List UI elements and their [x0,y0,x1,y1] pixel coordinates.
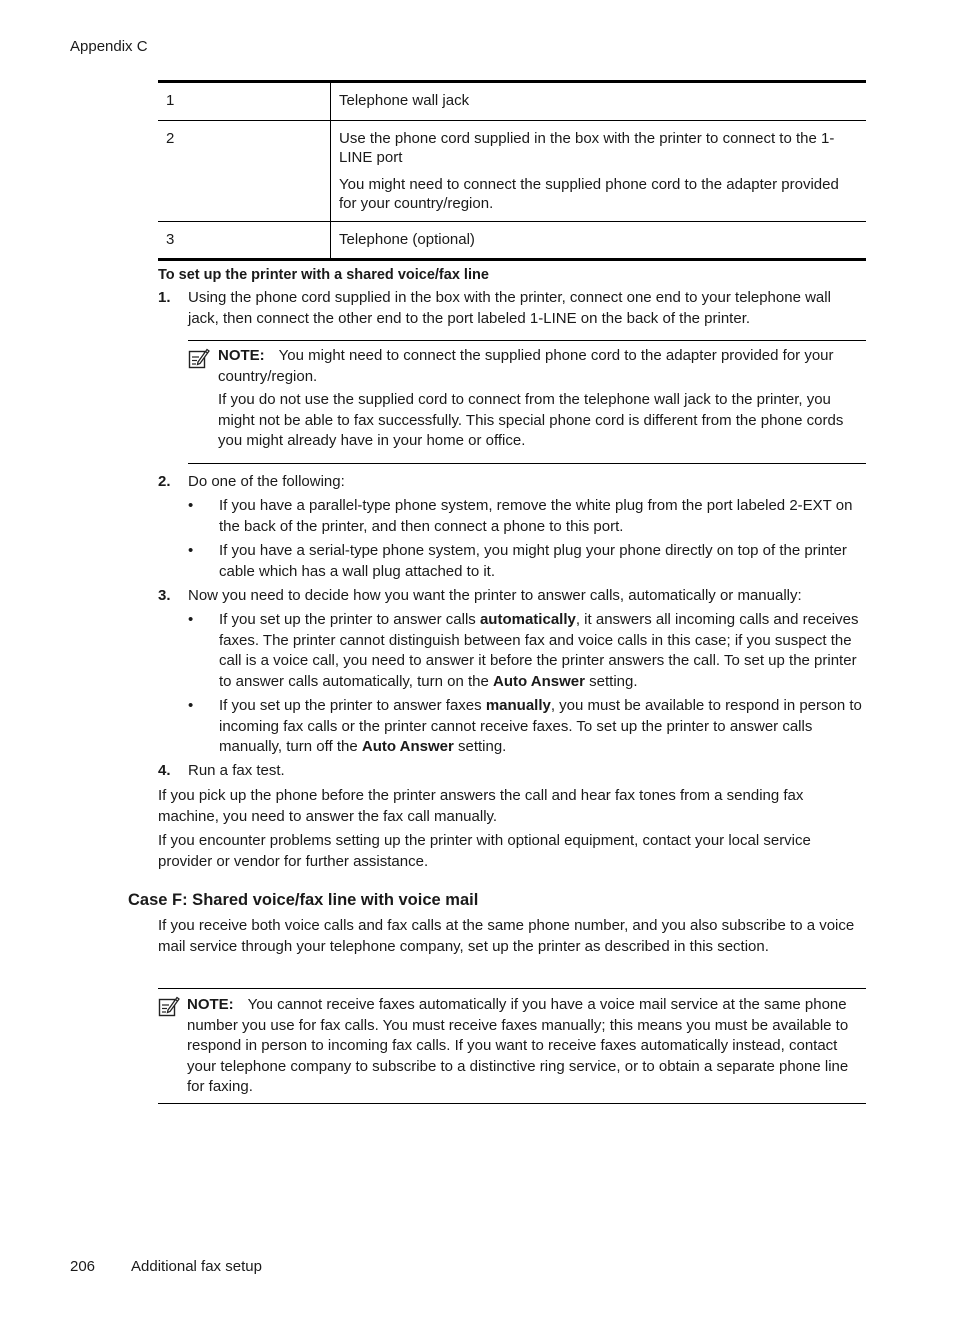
text-run: , it answers all incoming calls and receives faxes. The printer cannot distinguish between fax and voice calls in this case; if you suspect the call is a voice call, you need to answer it before the printer answers the call. To set up the printer to answer calls automatically, turn on the [219,611,859,690]
bullet-item [188,496,864,537]
note-box [188,340,866,464]
table-row [158,83,866,120]
paragraph: If you pick up the phone before the printer answers the call and hear fax tones from a sending fax machine, you need to answer the fax call manually. [158,787,804,825]
step-3 [158,586,864,607]
bullet-item [188,610,864,692]
text-run: setting. [453,738,507,755]
text-run: , you must be available to respond in person to incoming fax calls or the printer cannot receive faxes. To set up the printer to answer calls manually, turn off the [219,697,862,755]
step-4 [158,761,864,782]
table-row [158,221,866,259]
procedure-title: To set up the printer with a shared voice/fax line [158,267,489,283]
note-text: You cannot receive faxes automatically if you have a voice mail service at the same phone number you use for fax calls. You must receive faxes manually; this means you must be available to respond in person to incoming fax calls. If you want to receive faxes automatically instead, contact your telephone company to subscribe to a distinctive ring service, or to obtain a separate phone line for faxing. [187,996,849,1095]
step-2 [158,472,864,493]
setting-name: Auto Answer [493,672,585,690]
note-pencil-icon [188,347,210,369]
note-box [158,988,866,1104]
bullet-text [219,696,864,758]
step-number: 3. [158,587,171,604]
text-run: setting. [584,672,638,690]
step-text: Using the phone cord supplied in the box with the printer, connect one end to your telephone wall jack, then connect the other end to the port labeled 1-LINE on the back of the printer. [188,289,831,327]
description-line: You might need to connect the supplied phone cord to the adapter provided for your country/region. [339,175,839,212]
bullet-text: If you have a serial-type phone system, you might plug your phone directly on top of the printer cable which has a wall plug attached to it. [219,542,847,580]
note-pencil-icon [158,995,180,1017]
text-run: If you set up the printer to answer faxes [219,697,486,714]
note-text: You might need to connect the supplied phone cord to the adapter provided for your country/region. [218,347,834,385]
connection-table [158,80,866,261]
bold-term: automatically [479,611,576,628]
step-1 [158,288,864,329]
bullet-item [188,541,864,582]
page-number: 206 [70,1258,96,1275]
running-header: Appendix C [70,38,148,55]
bullet-icon: • [188,542,194,559]
step-number: 1. [158,289,171,306]
note-body [218,346,858,452]
step-number: 4. [158,762,171,779]
note-extra-text: If you do not use the supplied cord to connect from the telephone wall jack to the printer, you might not be able to fax successfully. This special phone cord is different from the phone cords you might already have in your home or office. [218,391,844,449]
table-cell-number: 3 [158,222,331,259]
step-number: 2. [158,473,171,490]
table-row [158,120,866,221]
description-line: Use the phone cord supplied in the box with the printer to connect to the 1-LINE port [339,129,835,166]
bullet-icon: • [188,697,194,714]
section-heading: Case F: Shared voice/fax line with voice mail [128,891,479,909]
step-text: Do one of the following: [188,473,345,490]
table-cell-number: 2 [158,121,331,221]
table-cell-description [331,222,866,259]
text-run: If you set up the printer to answer calls [219,611,480,628]
step-text: Run a fax test. [188,762,285,779]
table-cell-description [331,83,866,120]
note-label: NOTE: [187,996,234,1013]
bullet-text [219,610,864,692]
bullet-icon: • [188,497,194,514]
paragraph: If you encounter problems setting up the printer with optional equipment, contact your local service provider or vendor for further assistance. [158,832,811,870]
bullet-text: If you have a parallel-type phone system, remove the white plug from the port labeled 2-EXT on the back of the printer, and then connect a phone to this port. [219,497,853,535]
bullet-icon: • [188,611,194,628]
table-cell-description [331,121,866,221]
step-text: Now you need to decide how you want the printer to answer calls, automatically or manually: [188,587,802,604]
description-line: Telephone (optional) [339,230,475,248]
bullet-item [188,696,864,758]
description-line: Telephone wall jack [339,92,470,109]
note-body [187,995,862,1098]
table-cell-number: 1 [158,83,331,120]
footer-section-title: Additional fax setup [131,1258,262,1275]
setting-name: Auto Answer [361,738,454,755]
note-label: NOTE: [218,347,265,364]
paragraph: If you receive both voice calls and fax calls at the same phone number, and you also subscribe to a voice mail service through your telephone company, set up the printer as described in this section. [158,917,855,955]
bold-term: manually [485,697,551,714]
